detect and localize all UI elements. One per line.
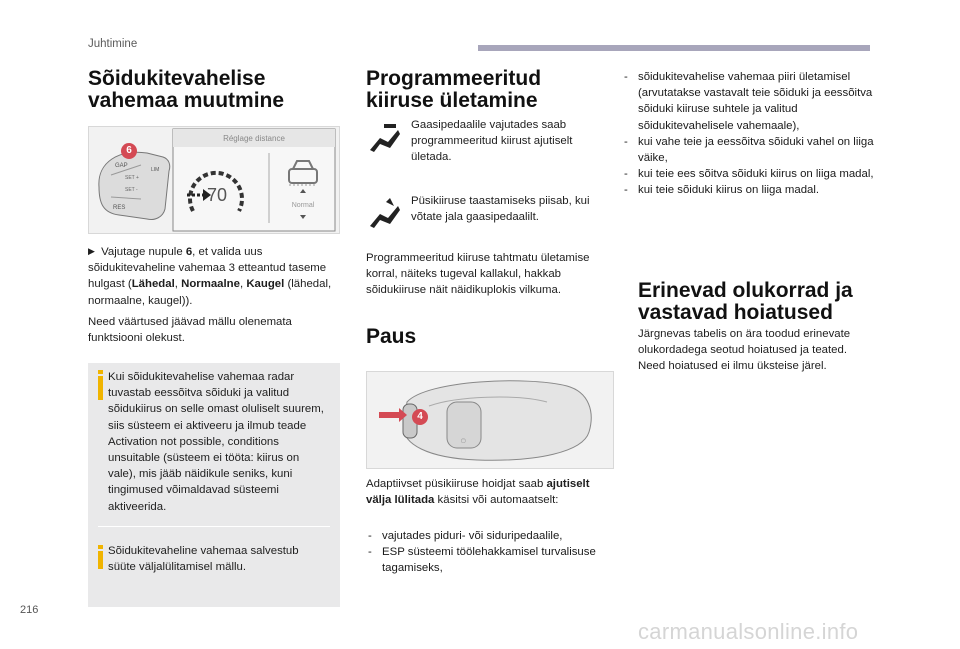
pause-list [366,528,611,577]
situations-note: Järgnevas tabelis on ära toodud erinevate olukordadega seotud hoiatused ja teated. Need hoiatused ei ilmu üksteise järel. [638,328,851,373]
pause-intro: Adaptiivset püsikiiruse hoidjat saab ajutiselt välja lülitada käsitsi või automaatselt: [366,478,590,507]
mode-label: Normal [291,202,315,209]
list-item: - kui teie ees sõitva sõiduki kiirus on liiga madal, [622,166,874,182]
stalk-label-set-minus: SET - [125,187,138,193]
info-text-radar: Kui sõidukitevahelise vahemaa radar tuvastab eessõitva sõiduki ja valitud sõidukiirus on selle omast oluliselt suurem, siis süsteem ei aktiveeru ja ilmub teade Activation not possible, conditions unsuitable (süsteem ei tööta: kiirus on vale), mis jääb näidikule seniks, kuni tingimused võimaldavad süsteemi aktiveerida. [108,371,324,513]
heading-distance-change: Sõidukitevahelise vahemaa muutmine [88,67,285,112]
list-item: - vajutades piduri- või siduripedaalile, [366,528,611,544]
foot-press-icon [366,120,402,154]
info-text-memory: Sõidukitevaheline vahemaa salvestub süüte väljalülitamisel mällu. [108,545,299,574]
heading-pause: Paus [366,325,417,348]
stalk-label-gap: GAP [115,163,128,169]
info-divider [98,526,330,527]
section-label: Juhtimine [88,38,138,50]
heading-override: Programmeeritud kiiruse ületamine [366,67,542,112]
override-note: Programmeeritud kiiruse tahtmatu ületamise korral, näiteks tugeval kallakul, hakkab sõidukiiruse näit näidikuplokis vilkuma. [366,252,590,297]
figure-pause [366,371,614,469]
list-item: - sõidukitevahelise vahemaa piiri ületamisel (arvutatakse vastavalt teie sõiduki ja eessõitva sõiduki kiiruse suhtele ja valitud sõidukitevahelisele vahemaale), [622,69,874,134]
auto-pause-list [622,69,874,199]
pedal-release-text: Püsikiiruse taastamiseks piisab, kui võtate jala gaasipedaalilt. [411,195,590,224]
stalk-label-lim: LIM [151,167,160,173]
callout-badge-4: 4 [412,409,428,425]
page-number: 216 [20,604,39,616]
speed-value: 70 [206,185,228,205]
info-icon [98,551,103,569]
header-rule [478,45,870,51]
heading-situations: Erinevad olukorrad ja vastavad hoiatused [638,279,853,324]
info-box [88,363,340,607]
foot-release-icon [366,196,402,230]
arrow-bullet-icon: ▶ [88,246,95,256]
figure-distance-setting [88,126,340,234]
stalk-label-set-plus: SET + [125,175,139,181]
step-instruction: ▶ Vajutage nupule 6, et valida uus sõidukitevaheline vahemaa 3 etteantud taseme hulgast (Lähedal, Normaalne, Kaugel (lähedal, normaalne, kaugel)). [88,243,338,309]
stalk-label-res: RES [113,205,126,211]
pause-illustration [367,372,613,468]
list-item: - kui vahe teie ja eessõitva sõiduki vahel on liiga väike, [622,134,874,166]
callout-badge-6: 6 [121,143,137,159]
pedal-press-text: Gaasipedaalile vajutades saab programmeeritud kiirust ajutiselt ületada. [411,119,573,164]
screen-title: Réglage distance [223,134,285,143]
list-item: - kui teie sõiduki kiirus on liiga madal. [622,182,874,198]
list-item: - ESP süsteemi töölehakkamisel turvalisuse tagamiseks, [366,544,611,576]
svg-text:▢: ▢ [461,438,466,444]
watermark: carmanualsonline.info [638,619,859,644]
info-icon [98,376,103,400]
memory-note: Need väärtused jäävad mällu olenemata funktsiooni olekust. [88,316,292,345]
